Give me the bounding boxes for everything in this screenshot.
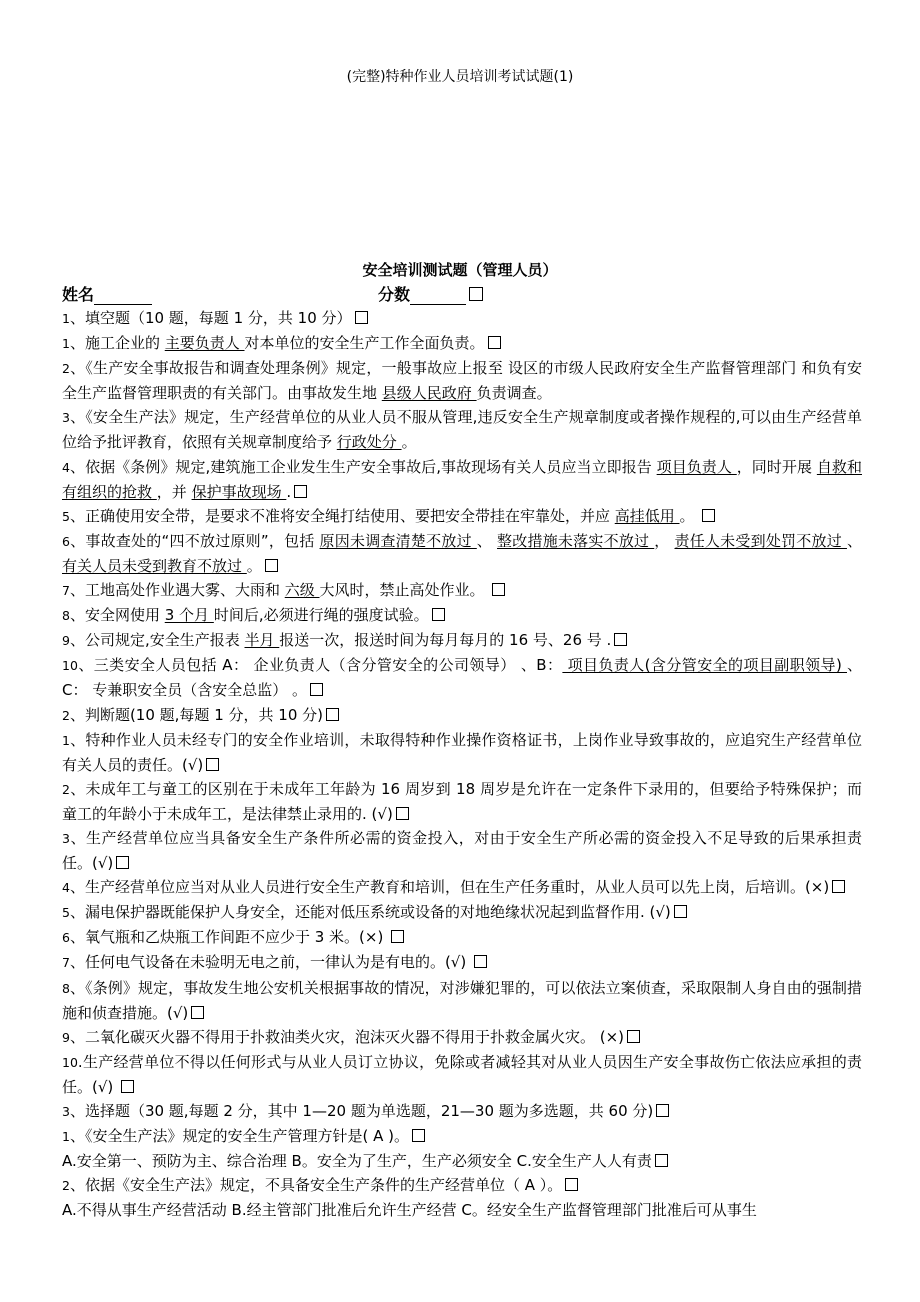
question-text: A.不得从事生产经营活动 B.经主管部门批准后允许生产经营 C。经安全生产监督管理部门批准后可从事生 — [62, 1201, 757, 1220]
checkbox-icon — [674, 905, 687, 918]
fill-question — [62, 578, 862, 603]
judge-question — [62, 900, 862, 925]
question-text: ，并 — [156, 482, 192, 501]
question-text: .生产经营单位不得以任何形式与从业人员订立协议，免除或者减轻其对从业人员因生产安全事故伤亡依法应承担的责任。(√) — [62, 1052, 862, 1096]
judge-question — [62, 875, 862, 900]
question-text: 。 — [401, 433, 417, 452]
question-text: 10 — [62, 658, 78, 674]
question-text: 、填空题（10 题，每题 1 分，共 10 分） — [69, 309, 352, 327]
judge-question — [62, 826, 862, 875]
question-text: 2 — [62, 707, 70, 723]
choice-options — [62, 1149, 862, 1173]
question-text: 2 — [62, 1178, 70, 1194]
question-text: 、 — [846, 531, 862, 550]
answer-blank: 主要负责人 — [164, 334, 245, 353]
answer-blank: 行政处分 — [336, 433, 402, 452]
question-text: 大风时，禁止高处作业。 — [319, 581, 490, 600]
fill-question — [62, 405, 862, 454]
fill-question — [62, 504, 862, 529]
question-text: 8 — [62, 608, 70, 624]
question-text: 9 — [62, 633, 70, 649]
checkbox-icon — [432, 608, 445, 621]
question-text: 5 — [62, 905, 70, 921]
checkbox-icon — [702, 509, 715, 522]
question-text: 3 — [62, 1104, 70, 1119]
fill-question — [62, 356, 862, 405]
question-text: 2 — [62, 361, 70, 377]
answer-blank: 责任人未受到处罚不放过 — [674, 531, 847, 550]
question-text: 4 — [62, 459, 70, 475]
question-text: 、判断题(10 题,每题 1 分，共 10 分) — [69, 705, 323, 724]
answer-blank: 县级人民政府 — [381, 384, 477, 403]
fill-question — [62, 628, 862, 653]
judge-question — [62, 925, 862, 950]
checkbox-icon — [326, 708, 339, 721]
answer-blank: 保护事故现场 — [191, 482, 287, 501]
document-header: (完整)特种作业人员培训考试试题(1) — [346, 69, 574, 85]
question-text: 、特种作业人员未经专门的安全作业培训，未取得特种作业操作资格证书，上岗作业导致事故的，应追究生产经营单位有关人员的责任。(√) — [62, 730, 862, 774]
name-label: 姓名 — [62, 285, 95, 304]
fill-question — [62, 331, 862, 356]
question-text: 、施工企业的 — [69, 334, 165, 353]
checkbox-icon — [474, 955, 487, 968]
answer-blank: 3 个月 — [164, 606, 214, 625]
question-text: 1 — [62, 1129, 70, 1145]
choice-question — [62, 1124, 862, 1149]
judge-question — [62, 1050, 862, 1099]
question-text: 、生产经营单位应当对从业人员进行安全生产教育和培训，但在生产任务重时，从业人员可以先上岗，后培训。(×) — [69, 878, 830, 897]
question-text: 、《安全生产法》规定的安全生产管理方针是( A )。 — [69, 1127, 409, 1146]
question-text: 、氧气瓶和乙炔瓶工作间距不应少于 3 米。(×) — [69, 928, 389, 947]
question-text: 、安全网使用 — [69, 606, 165, 625]
question-text: 。 — [679, 506, 700, 525]
checkbox-icon — [310, 683, 323, 696]
judge-question — [62, 950, 862, 975]
checkbox-icon — [206, 758, 219, 771]
question-text: 10 — [62, 1054, 78, 1070]
score-field[interactable] — [378, 282, 483, 305]
answer-blank: 半月 — [244, 631, 280, 650]
score-blank[interactable] — [410, 288, 466, 305]
question-text: ，同时开展 — [736, 457, 817, 476]
name-blank[interactable] — [94, 288, 152, 305]
judge-question — [62, 777, 862, 826]
checkbox-icon — [565, 1178, 578, 1191]
question-text: . — [286, 482, 292, 501]
name-field[interactable] — [62, 282, 152, 305]
checkbox-icon — [396, 807, 409, 820]
checkbox-icon — [656, 1104, 669, 1117]
question-text: 、任何电气设备在未验明无电之前，一律认为是有电的。(√) — [69, 953, 471, 972]
answer-blank: 整改措施未落实不放过 — [497, 531, 655, 550]
question-text: 负责调查。 — [476, 384, 552, 403]
question-text: 。 — [246, 556, 262, 575]
question-text: 、二氧化碳灭火器不得用于扑救油类火灾，泡沫灭火器不得用于扑救金属火灾。 (×) — [69, 1027, 624, 1046]
checkbox-icon — [121, 1080, 134, 1093]
answer-blank: 高挂低用 — [614, 506, 680, 525]
question-text: 3 — [62, 410, 70, 426]
question-text: 对本单位的安全生产工作全面负责。 — [244, 334, 485, 353]
question-text: 、 — [476, 531, 498, 550]
score-label: 分数 — [378, 285, 411, 304]
answer-blank: 项目负责人 — [656, 457, 737, 476]
question-text: 6 — [62, 930, 70, 946]
question-text: 3 — [62, 830, 70, 846]
fill-question — [62, 455, 862, 504]
checkbox-icon — [294, 485, 307, 498]
question-text: 2 — [62, 781, 70, 797]
question-text: 、选择题（30 题,每题 2 分，其中 1—20 题为单选题，21—30 题为多选题，共 60 分) — [69, 1102, 654, 1120]
fill-question — [62, 653, 862, 702]
fill-question — [62, 603, 862, 628]
test-title: 安全培训测试题（管理人员） — [362, 261, 558, 279]
checkbox-icon — [391, 930, 404, 943]
judge-question — [62, 728, 862, 777]
question-text: 、《生产安全事故报告和调查处理条例》规定，一般事故应上报至 设区的市级人民政府安全生产监督管理部门 和负有安全生产监督管理职责的有关部门。由事故发生地 — [62, 359, 862, 403]
question-text: A.安全第一、预防为主、综合治理 B。安全为了生产，生产必须安全 C.安全生产人人有责 — [62, 1152, 652, 1171]
question-text: 6 — [62, 533, 70, 549]
question-text: 、《安全生产法》规定，生产经营单位的从业人员不服从管理,违反安全生产规章制度或者操作规程的,可以由生产经营单位给予批评教育，依照有关规章制度给予 — [62, 408, 862, 452]
question-text: 7 — [62, 955, 70, 971]
question-text: 7 — [62, 583, 70, 599]
question-text: 9 — [62, 1029, 70, 1045]
question-text: 、正确使用安全带，是要求不准将安全绳打结使用、要把安全带挂在牢靠处，并应 — [69, 506, 615, 525]
question-text: 1 — [62, 311, 70, 326]
checkbox-icon — [488, 336, 501, 349]
question-text: 、漏电保护器既能保护人身安全，还能对低压系统或设备的对地绝缘状况起到监督作用. (√) — [69, 903, 671, 922]
question-text: 、公司规定,安全生产报表 — [69, 631, 245, 650]
question-text: 、《条例》规定，事故发生地公安机关根据事故的情况，对涉嫌犯罪的，可以依法立案侦查，采取限制人身自由的强制措施和侦查措施。(√) — [62, 978, 862, 1022]
question-text: 、工地高处作业遇大雾、大雨和 — [69, 581, 285, 600]
answer-blank: 原因未调查清楚不放过 — [319, 531, 477, 550]
question-content — [62, 306, 862, 1222]
judge-question — [62, 1025, 862, 1050]
answer-blank: 六级 — [284, 581, 320, 600]
checkbox-icon — [116, 856, 129, 869]
checkbox-icon — [655, 1154, 668, 1167]
question-text: 时间后,必须进行绳的强度试验。 — [213, 606, 429, 625]
choice-question — [62, 1173, 862, 1198]
question-text: 、三类安全人员包括 A： 企业负责人（含分管安全的公司领导） 、B： — [77, 656, 563, 675]
question-text: 4 — [62, 880, 70, 896]
checkbox-icon — [469, 287, 483, 301]
question-text: 、依据《条例》规定,建筑施工企业发生生产安全事故后,事故现场有关人员应当立即报告 — [69, 457, 657, 476]
checkbox-icon — [627, 1030, 640, 1043]
question-text: 8 — [62, 980, 70, 996]
checkbox-icon — [355, 311, 368, 324]
question-text: 报送一次，报送时间为每月每月的 16 号、26 号 . — [279, 631, 612, 650]
question-text: ， — [654, 531, 675, 550]
answer-blank: 项目负责人(含分管安全的项目副职领导) — [562, 656, 847, 675]
question-text: 5 — [62, 508, 70, 524]
question-text: 、未成年工与童工的区别在于未成年工年龄为 16 周岁到 18 周岁是允许在一定条件下录用的，但要给予特殊保护；而童工的年龄小于未成年工，是法律禁止录用的. (√) — [62, 779, 862, 823]
answer-blank: 自救和有组织的抢救 — [62, 457, 862, 501]
checkbox-icon — [265, 559, 278, 572]
section-heading-choice — [62, 1099, 862, 1124]
choice-options — [62, 1198, 862, 1222]
fill-question — [62, 529, 862, 578]
section-heading-judge — [62, 703, 862, 728]
section-heading-fill — [62, 306, 862, 331]
checkbox-icon — [492, 583, 505, 596]
checkbox-icon — [412, 1129, 425, 1142]
name-score-row — [62, 282, 882, 304]
answer-blank: 有关人员未受到教育不放过 — [62, 556, 247, 575]
question-text: 1 — [62, 336, 70, 352]
question-text: 、依据《安全生产法》规定，不具备安全生产条件的生产经营单位（ A ）。 — [69, 1176, 563, 1195]
question-text: 、生产经营单位应当具备安全生产条件所必需的资金投入，对由于安全生产所必需的资金投入不足导致的后果承担责任。(√) — [62, 828, 862, 873]
question-text: 、C： 专兼职安全员（含安全总监） 。 — [62, 656, 863, 700]
question-text: 1 — [62, 732, 70, 748]
checkbox-icon — [191, 1006, 204, 1019]
checkbox-icon — [832, 880, 845, 893]
checkbox-icon — [614, 633, 627, 646]
judge-question — [62, 976, 862, 1025]
question-text: 、事故查处的“四不放过原则”，包括 — [69, 531, 320, 550]
